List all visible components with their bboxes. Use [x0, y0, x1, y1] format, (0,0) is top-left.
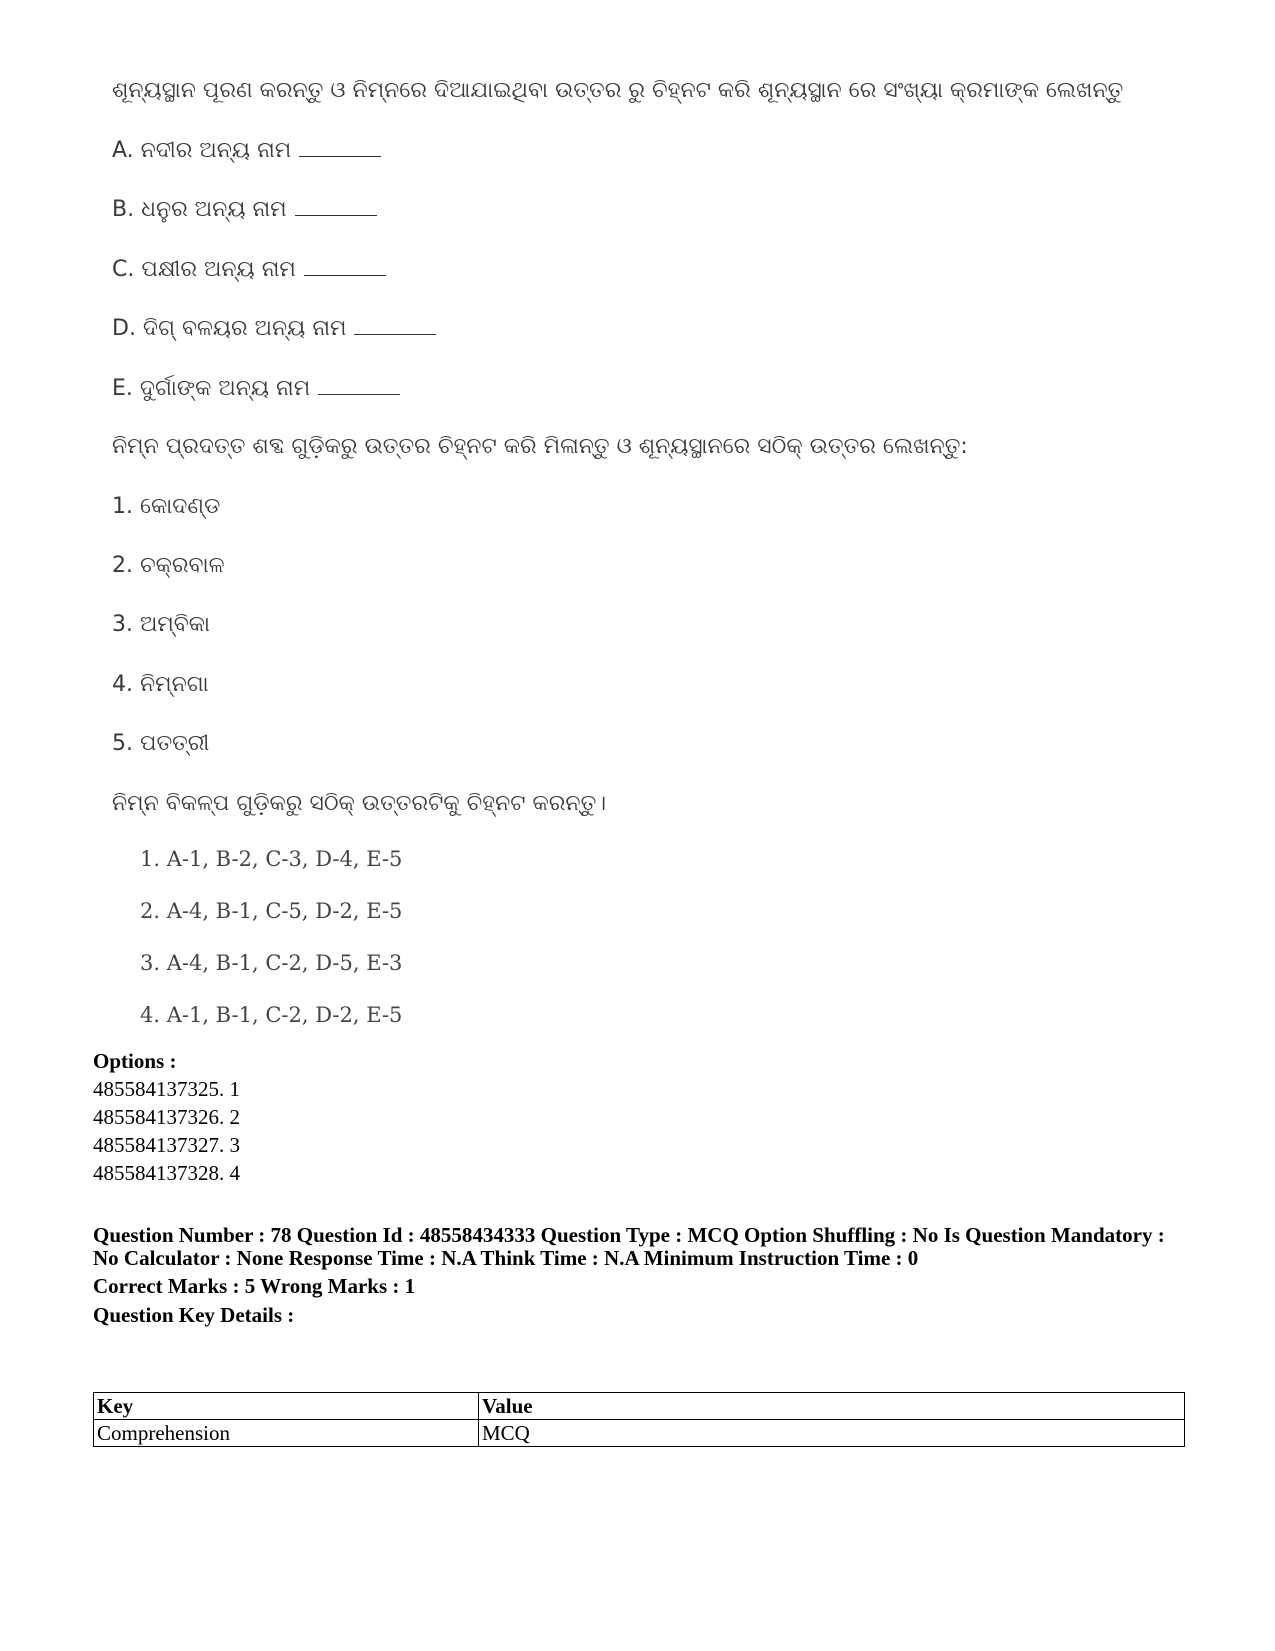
option-item-3: 485584137327. 3	[93, 1133, 240, 1157]
question-meta-line-2: No Calculator : None Response Time : N.A Think Time : N.A Minimum Instruction Time : 0	[93, 1246, 919, 1270]
blank-item-a-text: A. ନଦୀର ଅନ୍ୟ ନାମ	[112, 138, 292, 163]
blank-item-e	[112, 376, 400, 401]
table-cell-value: MCQ	[479, 1420, 1185, 1447]
word-item-4: 4. ନିମ୍ନଗା	[112, 672, 209, 697]
key-details-table	[93, 1392, 1185, 1447]
options-label: Options :	[93, 1049, 177, 1073]
blank-item-e-text: E. ଦୁର୍ଗାଙ୍କ ଅନ୍ୟ ନାମ	[112, 376, 311, 401]
blank-item-d-text: D. ଦିଗ୍ ବଳୟର ଅନ୍ୟ ନାମ	[112, 316, 347, 341]
blank-item-b-text: B. ଧନୁର ଅନ୍ୟ ନାମ	[112, 197, 287, 222]
blank-line	[295, 197, 377, 216]
blank-line	[354, 316, 436, 335]
blank-item-d	[112, 316, 436, 341]
question-meta-line-1: Question Number : 78 Question Id : 48558434333 Question Type : MCQ Option Shuffling : No Is Question Mandatory :	[93, 1223, 1165, 1247]
blank-line	[299, 138, 381, 157]
answer-choice-2: 2. A-4, B-1, C-5, D-2, E-5	[140, 899, 403, 923]
instruction-fill-blanks: ଶୂନ୍ୟସ୍ଥାନ ପୂରଣ କରନ୍ତୁ ଓ ନିମ୍ନରେ ଦିଆଯାଇଥିବା ଉତ୍ତର ରୁ ଚିହ୍ନଟ କରି ଶୂନ୍ୟସ୍ଥାନ ରେ ସଂଖ୍ୟା କ୍ରମାଙ୍କ ଲେଖନ୍ତୁ	[112, 78, 1124, 103]
marks-line: Correct Marks : 5 Wrong Marks : 1	[93, 1274, 416, 1298]
answer-choice-1: 1. A-1, B-2, C-3, D-4, E-5	[140, 847, 403, 871]
blank-item-b	[112, 197, 377, 222]
key-details-label: Question Key Details :	[93, 1303, 295, 1327]
option-item-4: 485584137328. 4	[93, 1161, 240, 1185]
table-cell-key: Comprehension	[94, 1420, 479, 1447]
word-item-5: 5. ପତତ୍ରୀ	[112, 731, 210, 756]
table-row	[94, 1420, 1185, 1447]
word-item-2: 2. ଚକ୍ରବାଳ	[112, 553, 225, 578]
word-item-3: 3. ଅମ୍ବିକା	[112, 612, 211, 637]
table-header-key: Key	[94, 1393, 479, 1420]
table-header-value: Value	[479, 1393, 1185, 1420]
option-item-2: 485584137326. 2	[93, 1105, 240, 1129]
blank-item-c-text: C. ପକ୍ଷୀର ଅନ୍ୟ ନାମ	[112, 257, 296, 282]
blank-item-c	[112, 257, 386, 282]
blank-line	[304, 257, 386, 276]
instruction-match-words: ନିମ୍ନ ପ୍ରଦତ୍ତ ଶବ୍ଦ ଗୁଡ଼ିକରୁ ଉତ୍ତର ଚିହ୍ନଟ କରି ମିଳାନ୍ତୁ ଓ ଶୂନ୍ୟସ୍ଥାନରେ ସଠିକ୍ ଉତ୍ତର ଲେଖନ୍ତୁ:	[112, 434, 968, 459]
blank-line	[318, 376, 400, 395]
option-item-1: 485584137325. 1	[93, 1077, 240, 1101]
table-header-row	[94, 1393, 1185, 1420]
word-item-1: 1. କୋଦଣ୍ଡ	[112, 494, 221, 519]
instruction-choose-answer: ନିମ୍ନ ବିକଳ୍ପ ଗୁଡ଼ିକରୁ ସଠିକ୍ ଉତ୍ତରଟିକୁ ଚିହ୍ନଟ କରନ୍ତୁ।	[112, 791, 607, 816]
answer-choice-4: 4. A-1, B-1, C-2, D-2, E-5	[140, 1003, 403, 1027]
answer-choice-3: 3. A-4, B-1, C-2, D-5, E-3	[140, 951, 403, 975]
blank-item-a	[112, 138, 381, 163]
